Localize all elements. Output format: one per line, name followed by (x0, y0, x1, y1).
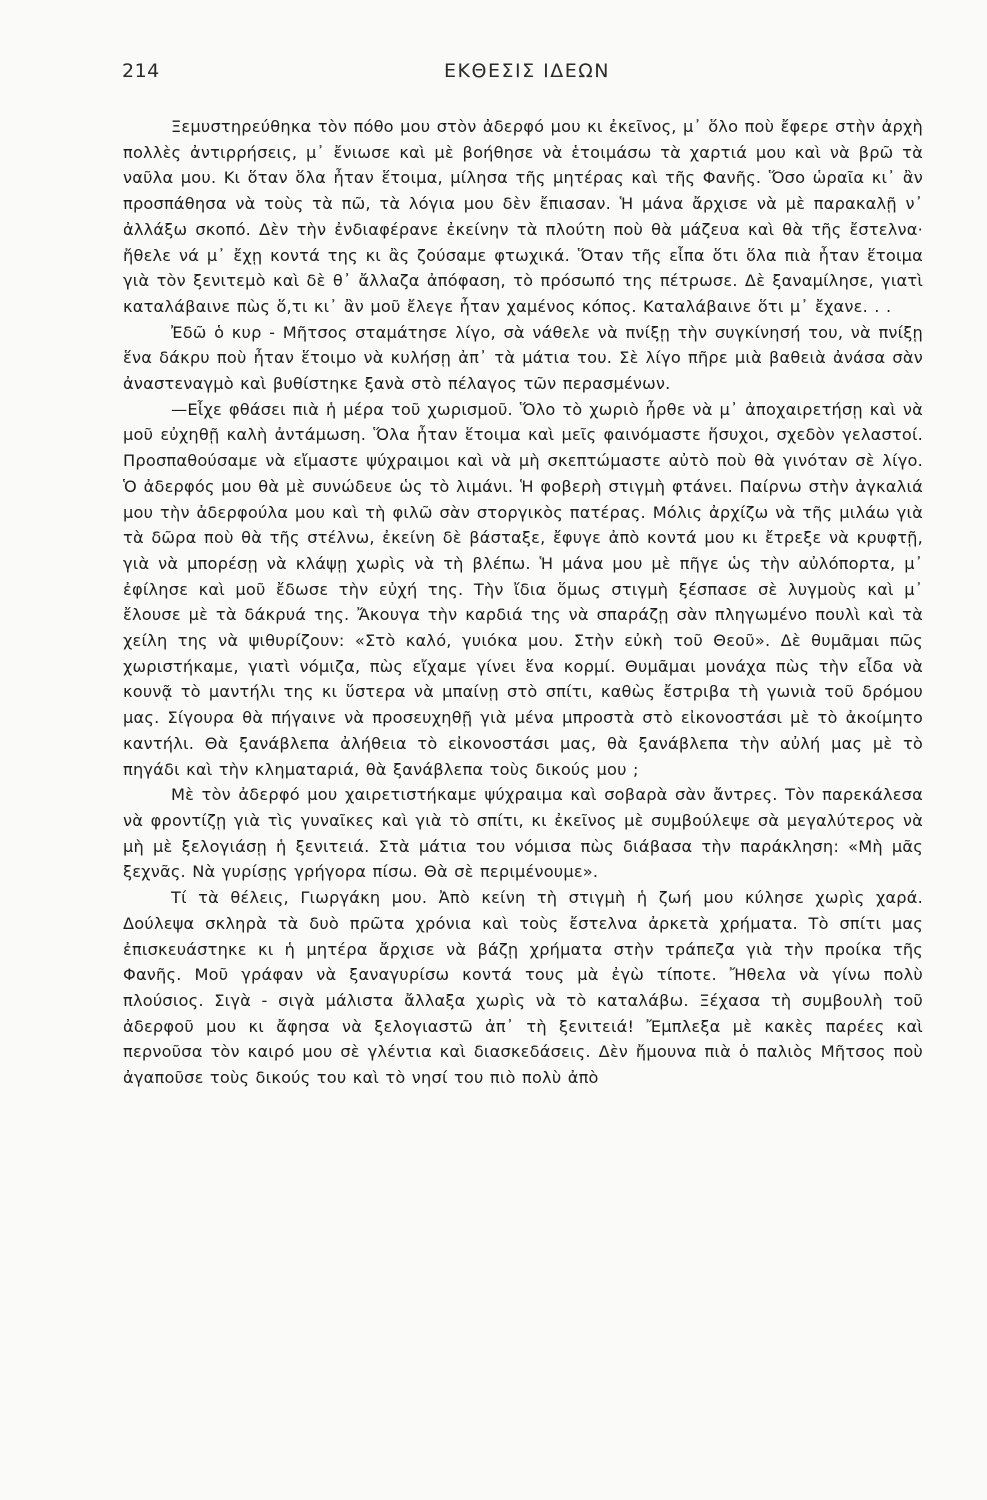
running-title: ΕΚΘΕΣΙΣ ΙΔΕΩΝ (444, 60, 610, 82)
paragraph: Ξεμυστηρεύθηκα τὸν πόθο μου στὸν ἀδερφό μου κι ἐκεῖνος, μ᾽ ὅλο ποὺ ἔφερε στὴν ἀρχὴ πολλὲς ἀντιρρήσεις, μ᾽ ἔνιωσε καὶ μὲ βοήθησε νὰ ἑτοιμάσω τὰ χαρτιά μου καὶ νὰ βρῶ τὰ ναῦλα μου. Κι ὅταν ὅλα ἦταν ἕτοιμα, μίλησα τῆς μητέρας καὶ τῆς Φανῆς. Ὅσο ὡραῖα κι᾽ ἂν προσπάθησα νὰ τοὺς τὰ πῶ, τὰ λόγια μου δὲν ἔπιασαν. Ἡ μάνα ἄρχισε νὰ μὲ παρακαλῇ ν᾽ ἀλλάξω σκοπό. Δὲν τὴν ἐνδιαφέρανε ἐκείνην τὰ πλούτη ποὺ θὰ μάζευα καὶ θὰ τῆς ἔστελνα· ἤθελε νά μ᾽ ἔχῃ κοντά της κι ἂς ζούσαμε φτωχικά. Ὅταν τῆς εἶπα ὅτι ὅλα πιὰ ἦταν ἕτοιμα γιὰ τὸν ξενιτεμὸ καὶ δὲ θ᾽ ἄλλαζα ἀπόφαση, τὸ πρόσωπό της πέτρωσε. Δὲ ξαναμίλησε, γιατὶ καταλάβαινε πὼς ὅ,τι κι᾽ ἂν μοῦ ἔλεγε ἦταν χαμένος κόπος. Καταλάβαινε ὅτι μ᾽ ἔχανε. . . (123, 117, 923, 316)
paragraph: Τί τὰ θέλεις, Γιωργάκη μου. Ἀπὸ κείνη τὴ στιγμὴ ἡ ζωή μου κύλησε χωρὶς χαρά. Δούλεψα σκληρὰ τὰ δυὸ πρῶτα χρόνια καὶ τοὺς ἔστελνα ἀρκετὰ χρήματα. Τὸ σπίτι μας ἐπισκευάστηκε κι ἡ μητέρα ἄρχισε νὰ βάζῃ χρήματα στὴν τράπεζα γιὰ τὴν προίκα τῆς Φανῆς. Μοῦ γράφαν νὰ ξαναγυρίσω κοντά τους μὰ ἐγὼ τίποτε. Ἤθελα νὰ γίνω πολὺ πλούσιος. Σιγὰ - σιγὰ μάλιστα ἄλλαξα χωρὶς νὰ τὸ καταλάβω. Ξέχασα τὴ συμβουλὴ τοῦ ἀδερφοῦ μου κι ἄφησα νὰ ξελογιαστῶ ἀπ᾽ τὴ ξενιτειά! Ἔμπλεξα μὲ κακὲς παρέες καὶ περνοῦσα τὸν καιρό μου σὲ γλέντια καὶ διασκεδάσεις. Δὲν ἤμουνα πιὰ ὁ παλιὸς Μῆτσος ποὺ ἀγαποῦσε τοὺς δικούς του καὶ τὸ νησί του πιὸ πολὺ ἀπὸ (123, 888, 923, 1088)
paragraph: —Εἶχε φθάσει πιὰ ἡ μέρα τοῦ χωρισμοῦ. Ὅλο τὸ χωριὸ ἦρθε νὰ μ᾽ ἀποχαιρετήσῃ καὶ νὰ μοῦ εὐχηθῇ καλὴ ἀντάμωση. Ὅλα ἦταν ἕτοιμα καὶ μεῖς φαινόμαστε ἥσυχοι, σχεδὸν γελαστοί. Προσπαθούσαμε νὰ εἴμαστε ψύχραιμοι καὶ νὰ μὴ σκεπτώμαστε αὐτὸ ποὺ θὰ γινόταν σὲ λίγο. Ὁ ἀδερφός μου θὰ μὲ συνώδευε ὡς τὸ λιμάνι. Ἡ φοβερὴ στιγμὴ φτάνει. Παίρνω στὴν ἀγκαλιά μου τὴν ἀδερφούλα μου καὶ τὴ φιλῶ σὰν στοργικὸς πατέρας. Μόλις ἀρχίζω νὰ τῆς μιλάω γιὰ τὰ δῶρα ποὺ θὰ τῆς στέλνω, ἐκείνη δὲ βάσταξε, ἔφυγε ἀπὸ κοντά μου κι ἔτρεξε νὰ κρυφτῇ, γιὰ νὰ μπορέσῃ νὰ κλάψῃ χωρὶς νὰ τὴ βλέπω. Ἡ μάνα μου μὲ πῆγε ὡς τὴν αὐλόπορτα, μ᾽ ἐφίλησε καὶ μοῦ ἔδωσε τὴν εὐχή της. Τὴν ἴδια ὅμως στιγμὴ ξέσπασε σὲ λυγμοὺς καὶ μ᾽ ἔλουσε μὲ τὰ δάκρυά της. Ἄκουγα τὴν καρδιά της νὰ σπαράζῃ σὰν πληγωμένο πουλὶ καὶ τὰ χείλη της νὰ ψιθυρίζουν: «Στὸ καλό, γυιόκα μου. Στὴν εὐκὴ τοῦ Θεοῦ». Δὲ θυμᾶμαι πῶς χωριστήκαμε, γιατὶ νόμιζα, πὼς εἴχαμε γίνει ἕνα κορμί. Θυμᾶμαι μονάχα πὼς τὴν εἶδα νὰ κουνᾷ τὸ μαντήλι της κι ὕστερα νὰ μπαίνῃ στὸ σπίτι, καθὼς ἔστριβα τὴ γωνιὰ τοῦ δρόμου μας. Σίγουρα θὰ πήγαινε νὰ προσευχηθῇ γιὰ μένα μπροστὰ στὸ εἰκονοστάσι μὲ τὸ ἀκοίμητο καντήλι. Θὰ ξανάβλεπα ἀλήθεια τὸ εἰκονοστάσι μας, θὰ ξανάβλεπα τὴν αὐλή μας μὲ τὸ πηγάδι καὶ τὴν κληματαριά, θὰ ξανάβλεπα τοὺς δικούς μου ; (123, 399, 923, 779)
running-head (122, 60, 927, 90)
paragraph: Ἐδῶ ὁ κυρ - Μῆτσος σταμάτησε λίγο, σὰ νάθελε νὰ πνίξῃ τὴν συγκίνησή του, νὰ πνίξῃ ἕνα δάκρυ ποὺ ἦταν ἕτοιμο νὰ κυλήσῃ ἀπ᾽ τὰ μάτια του. Σὲ λίγο πῆρε μιὰ βαθειὰ ἀνάσα σὰν ἀναστεναγμὸ καὶ βυθίστηκε ξανὰ στὸ πέλαγος τῶν περασμένων. (123, 322, 923, 394)
body-text (123, 114, 923, 1091)
paragraph: Μὲ τὸν ἀδερφό μου χαιρετιστήκαμε ψύχραιμα καὶ σοβαρὰ σὰν ἄντρες. Τὸν παρεκάλεσα νὰ φροντίζῃ γιὰ τὶς γυναῖκες καὶ γιὰ τὸ σπίτι, κι ἐκεῖνος μὲ συμβούλεψε σὰ μεγαλύτερος νὰ μὴ μὲ ξελογιάσῃ ἡ ξενιτειά. Στὰ μάτια του νόμισα πὼς διάβασα τὴν παράκληση: «Μὴ μᾶς ξεχνᾶς. Νὰ γυρίσῃς γρήγορα πίσω. Θὰ σὲ περιμένουμε». (123, 785, 923, 882)
page-number: 214 (122, 60, 160, 82)
